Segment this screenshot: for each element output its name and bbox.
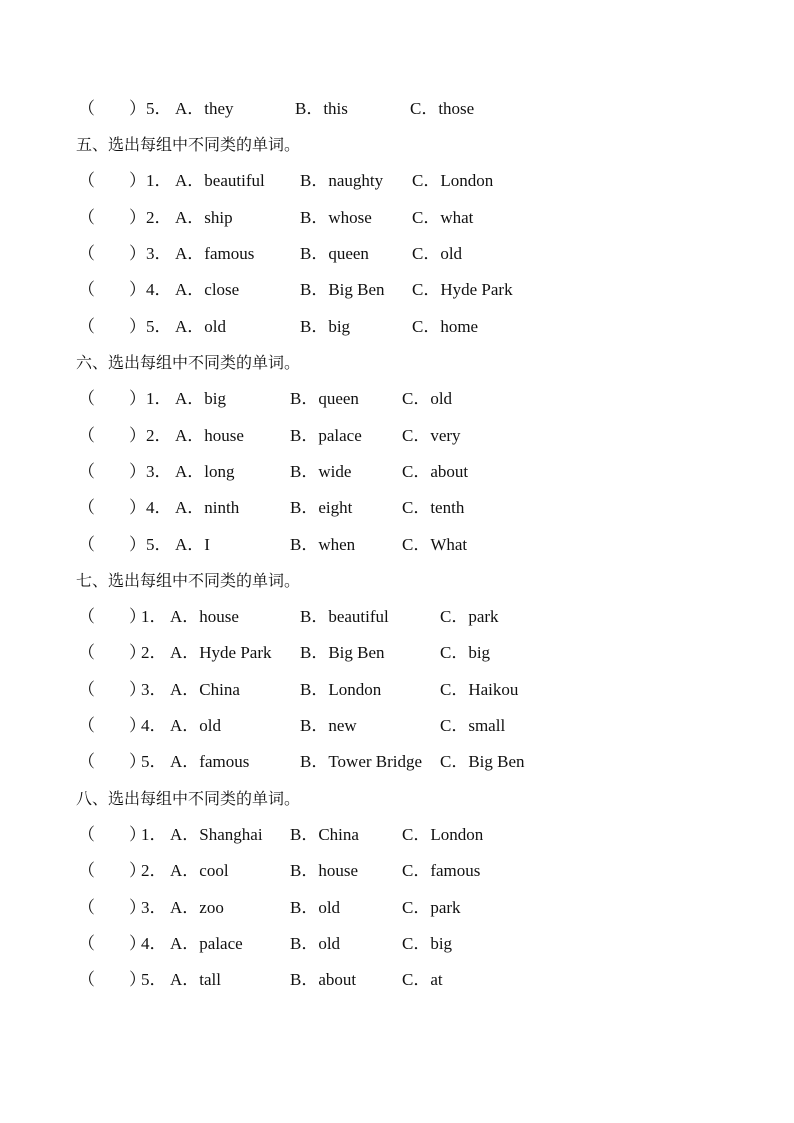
option-a: A．beautiful [175,171,265,190]
answer-blank[interactable]: （ ） [78,99,146,118]
question-number: 1． [146,389,172,408]
question-number: 5． [141,752,167,771]
option-a: A．cool [170,861,229,880]
option-a: A．ship [175,208,233,227]
answer-blank[interactable]: （ ） [78,970,146,989]
question-number: 4． [146,498,172,517]
question-number: 5． [146,535,172,554]
option-c: C．those [410,99,475,118]
answer-blank[interactable]: （ ） [78,680,146,699]
answer-blank[interactable]: （ ） [78,389,146,408]
option-c: C．park [402,898,461,917]
option-b: B．palace [290,426,362,445]
option-b: B．old [290,898,341,917]
option-c: C．at [402,970,443,989]
answer-blank[interactable]: （ ） [78,934,146,953]
option-a: A．old [170,716,221,735]
option-b: B．wide [290,462,352,481]
answer-blank[interactable]: （ ） [78,825,146,844]
option-b: B．new [300,716,357,735]
option-b: B．big [300,317,351,336]
section-heading: 八、选出每组中不同类的单词。 [76,789,301,808]
option-a: A．Shanghai [170,825,263,844]
answer-blank[interactable]: （ ） [78,535,146,554]
question-number: 5． [141,970,167,989]
question-number: 2． [141,861,167,880]
option-b: B．when [290,535,356,554]
question-number: 4． [141,716,167,735]
option-c: C．Big Ben [440,752,525,771]
option-c: C．London [412,171,494,190]
option-c: C．park [440,607,499,626]
option-b: B．queen [290,389,359,408]
question-number: 3． [141,680,167,699]
answer-blank[interactable]: （ ） [78,317,146,336]
option-a: A．palace [170,934,243,953]
option-c: C．old [402,389,453,408]
option-c: C．big [402,934,453,953]
section-heading: 七、选出每组中不同类的单词。 [76,571,301,590]
answer-blank[interactable]: （ ） [78,462,146,481]
answer-blank[interactable]: （ ） [78,716,146,735]
answer-blank[interactable]: （ ） [78,752,146,771]
option-c: C．very [402,426,461,445]
question-number: 1． [141,825,167,844]
option-b: B．beautiful [300,607,389,626]
option-b: B．Big Ben [300,280,385,299]
option-c: C．home [412,317,479,336]
option-a: A．famous [170,752,250,771]
option-b: B．about [290,970,357,989]
option-a: A．I [175,535,210,554]
option-c: C．old [412,244,463,263]
question-number: 5． [146,317,172,336]
option-a: A．close [175,280,240,299]
question-number: 4． [146,280,172,299]
option-a: A．they [175,99,234,118]
answer-blank[interactable]: （ ） [78,171,146,190]
option-b: B．Tower Bridge [300,752,423,771]
option-c: C．about [402,462,469,481]
question-number: 3． [146,244,172,263]
question-number: 2． [141,643,167,662]
option-a: A．long [175,462,235,481]
option-b: B．eight [290,498,353,517]
answer-blank[interactable]: （ ） [78,898,146,917]
option-c: C．famous [402,861,481,880]
section-heading: 五、选出每组中不同类的单词。 [76,135,301,154]
question-number: 1． [146,171,172,190]
answer-blank[interactable]: （ ） [78,208,146,227]
option-a: A．ninth [175,498,240,517]
option-c: C．small [440,716,506,735]
question-number: 3． [146,462,172,481]
answer-blank[interactable]: （ ） [78,280,146,299]
option-c: C．Hyde Park [412,280,513,299]
option-c: C．big [440,643,491,662]
option-a: A．house [170,607,239,626]
option-b: B．whose [300,208,372,227]
option-b: B．old [290,934,341,953]
question-number: 3． [141,898,167,917]
option-b: B．China [290,825,359,844]
answer-blank[interactable]: （ ） [78,426,146,445]
option-b: B．naughty [300,171,384,190]
option-c: C．London [402,825,484,844]
option-c: C．what [412,208,474,227]
question-number: 4． [141,934,167,953]
option-a: A．tall [170,970,221,989]
answer-blank[interactable]: （ ） [78,607,146,626]
answer-blank[interactable]: （ ） [78,861,146,880]
option-c: C．What [402,535,468,554]
option-a: A．big [175,389,226,408]
question-number: 5． [146,99,172,118]
option-c: C．tenth [402,498,465,517]
option-b: B．London [300,680,382,699]
answer-blank[interactable]: （ ） [78,643,146,662]
option-b: B．queen [300,244,369,263]
option-a: A．house [175,426,244,445]
option-a: A．old [175,317,226,336]
question-number: 1． [141,607,167,626]
question-number: 2． [146,426,172,445]
option-c: C．Haikou [440,680,519,699]
option-b: B．Big Ben [300,643,385,662]
answer-blank[interactable]: （ ） [78,244,146,263]
option-b: B．this [295,99,348,118]
option-a: A．zoo [170,898,224,917]
option-b: B．house [290,861,358,880]
answer-blank[interactable]: （ ） [78,498,146,517]
option-a: A．Hyde Park [170,643,272,662]
section-heading: 六、选出每组中不同类的单词。 [76,353,301,372]
option-a: A．China [170,680,240,699]
question-number: 2． [146,208,172,227]
option-a: A．famous [175,244,255,263]
